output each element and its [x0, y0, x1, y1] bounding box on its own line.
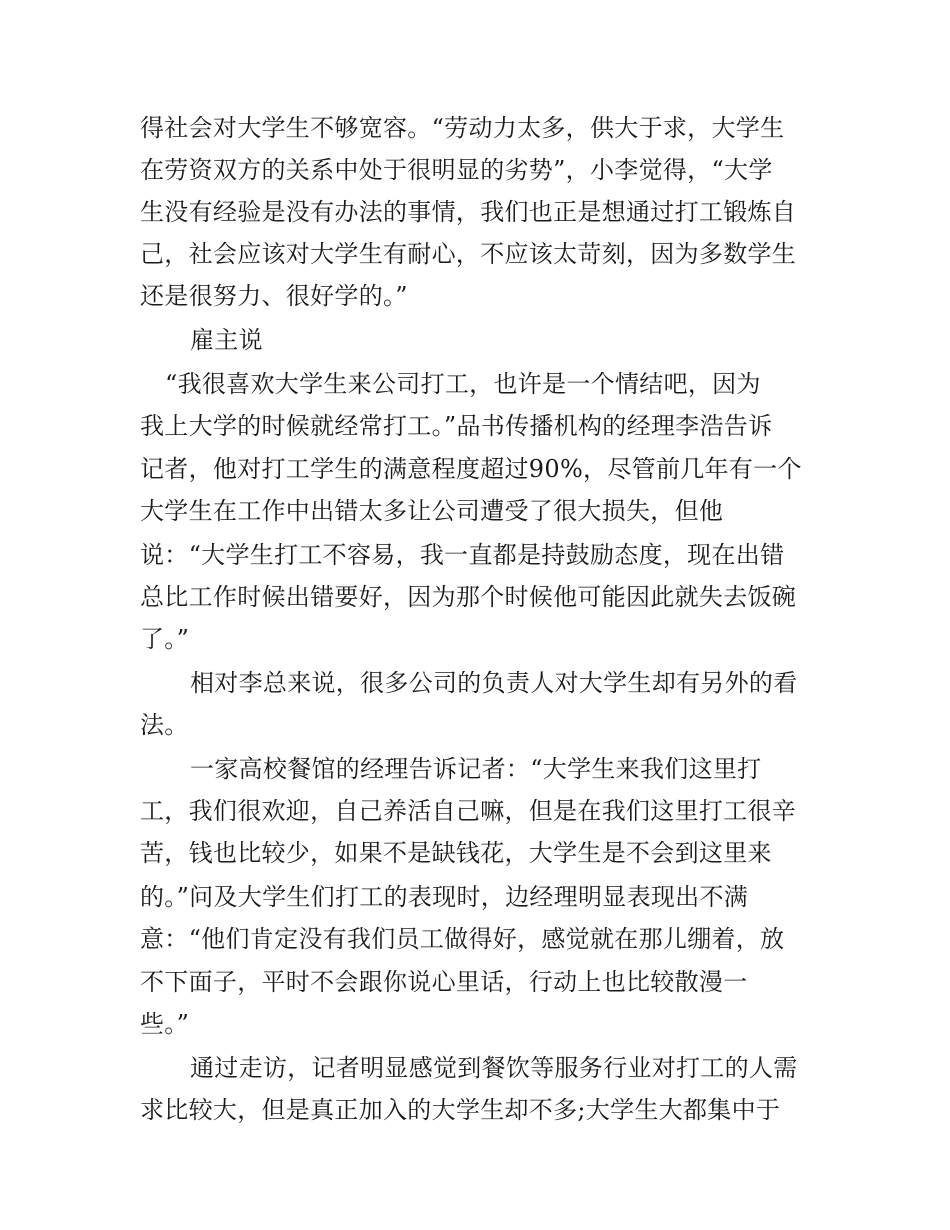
text-line: 我上大学的时候就经常打工。”品书传播机构的经理李浩告诉	[140, 412, 773, 440]
text-line: 一家高校餐馆的经理告诉记者：“大学生来我们这里打	[190, 755, 762, 783]
text-line: “我很喜欢大学生来公司打工，也许是一个情结吧，因为	[165, 370, 761, 398]
text-line: 不下面子，平时不会跟你说心里话，行动上也比较散漫一	[140, 968, 748, 996]
text-line: 得社会对大学生不够宽容。“劳动力太多，供大于求，大学生	[140, 114, 785, 142]
text-line: 法。	[140, 711, 189, 739]
text-line: 求比较大，但是真正加入的大学生却不多;大学生大都集中于	[140, 1096, 781, 1124]
text-line: 还是很努力、很好学的。”	[140, 282, 408, 310]
text-line: 通过走访，记者明显感觉到餐饮等服务行业对打工的人需	[190, 1054, 798, 1082]
text-line: 总比工作时候出错要好，因为那个时候他可能因此就失去饭碗	[140, 583, 797, 611]
text-line: 相对李总来说，很多公司的负责人对大学生却有另外的看	[190, 669, 798, 697]
text-line: 苦，钱也比较少，如果不是缺钱花，大学生是不会到这里来	[140, 839, 772, 867]
text-line: 大学生在工作中出错太多让公司遭受了很大损失，但他	[140, 497, 724, 525]
text-line: 己，社会应该对大学生有耐心，不应该太苛刻，因为多数学生	[140, 240, 797, 268]
text-line: 些。”	[140, 1010, 190, 1038]
text-line: 生没有经验是没有办法的事情，我们也正是想通过打工锻炼自	[140, 198, 797, 226]
text-line: 在劳资双方的关系中处于很明显的劣势”，小李觉得，“大学	[140, 156, 773, 184]
text-line: 意：“他们肯定没有我们员工做得好，感觉就在那儿绷着，放	[140, 925, 785, 953]
text-line: 工，我们很欢迎，自己养活自己嘛，但是在我们这里打工很辛	[140, 797, 797, 825]
text-line: 记者，他对打工学生的满意程度超过90%，尽管前几年有一个	[140, 455, 802, 483]
text-line: 的。”问及大学生们打工的表现时，边经理明显表现出不满	[140, 883, 749, 911]
text-line: 了。”	[140, 625, 190, 653]
text-line: 说：“大学生打工不容易，我一直都是持鼓励态度，现在出错	[140, 541, 785, 569]
section-heading: 雇主说	[190, 326, 263, 354]
